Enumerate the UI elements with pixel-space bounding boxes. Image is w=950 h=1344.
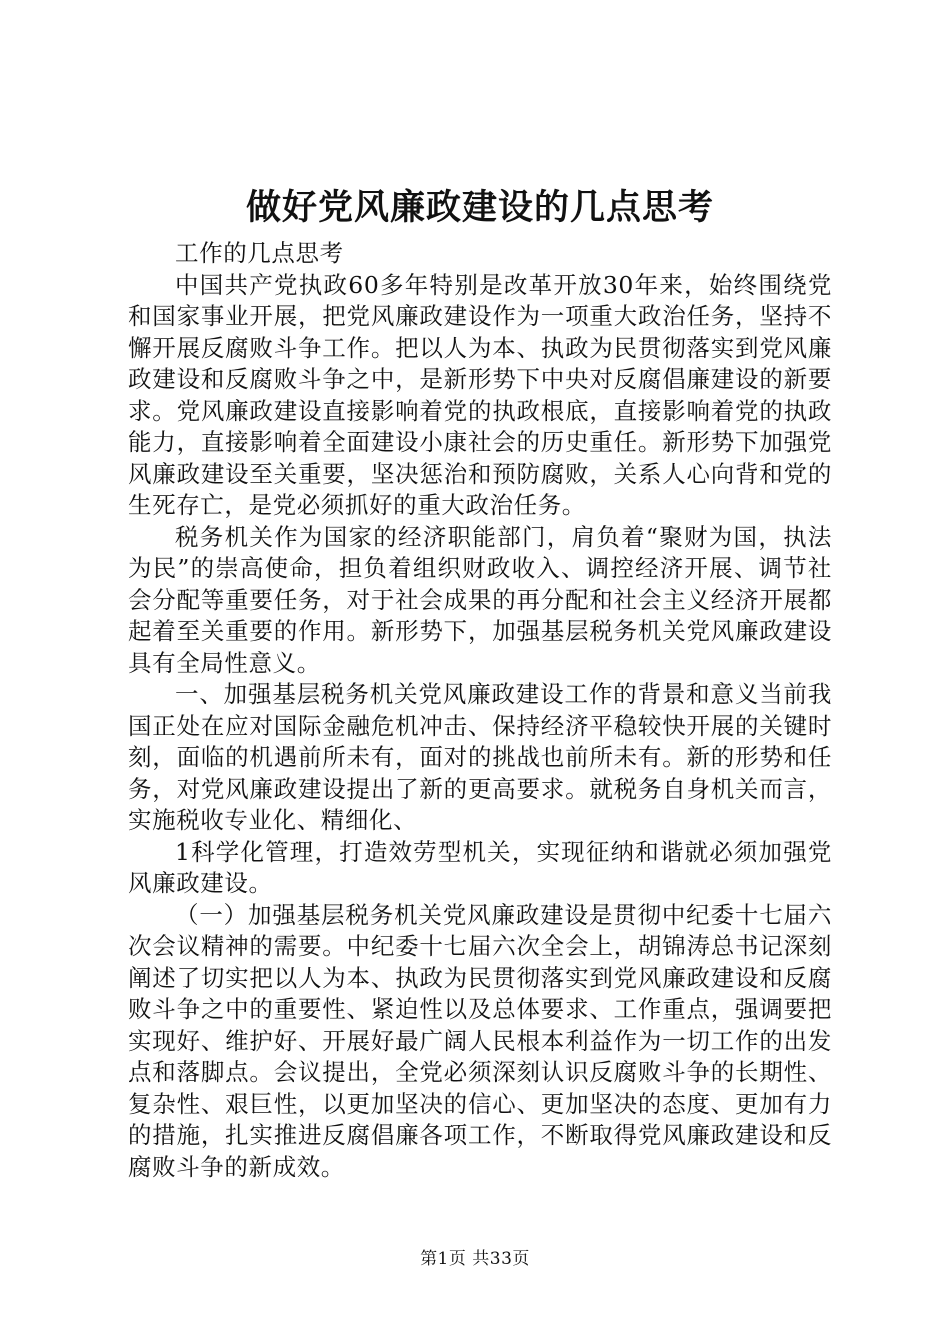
document-body xyxy=(128,238,832,1183)
page-number-footer: 第1页 共33页 xyxy=(420,1249,530,1269)
paragraph: 一、加强基层税务机关党风廉政建设工作的背景和意义当前我国正处在应对国际金融危机冲击、保持经济平稳较快开展的关键时刻，面临的机遇前所未有，面对的挑战也前所未有。新的形势和任务，对党风廉政建设提出了新的更高要求。就税务自身机关而言，实施税收专业化、精细化、 xyxy=(128,680,832,834)
paragraph: 1科学化管理，打造效劳型机关，实现征纳和谐就必须加强党风廉政建设。 xyxy=(128,837,832,897)
paragraph: 税务机关作为国家的经济职能部门，肩负着“聚财为国，执法为民”的崇高使命，担负着组织财政收入、调控经济开展、调节社会分配等重要任务，对于社会成果的再分配和社会主义经济开展都起着至关重要的作用。新形势下，加强基层税务机关党风廉政建设具有全局性意义。 xyxy=(128,522,832,677)
paragraph: （一）加强基层税务机关党风廉政建设是贯彻中纪委十七届六次会议精神的需要。中纪委十七届六次全会上，胡锦涛总书记深刻阐述了切实把以人为本、执政为民贯彻落实到党风廉政建设和反腐败斗争之中的重要性、紧迫性以及总体要求、工作重点，强调要把实现好、维护好、开展好最广阔人民根本利益作为一切工作的出发点和落脚点。会议提出，全党必须深刻认识反腐败斗争的长期性、复杂性、艰巨性，以更加坚决的信心、更加坚决的态度、更加有力的措施，扎实推进反腐倡廉各项工作，不断取得党风廉政建设和反腐败斗争的新成效。 xyxy=(128,900,832,1181)
document-title: 做好党风廉政建设的几点思考 xyxy=(245,187,714,228)
paragraph: 中国共产党执政60多年特别是改革开放30年来，始终围绕党和国家事业开展，把党风廉政建设作为一项重大政治任务，坚持不懈开展反腐败斗争工作。把以人为本、执政为民贯彻落实到党风廉政建设和反腐败斗争之中，是新形势下中央对反腐倡廉建设的新要求。党风廉政建设直接影响着党的执政根底，直接影响着党的执政能力，直接影响着全面建设小康社会的历史重任。新形势下加强党风廉政建设至关重要，坚决惩治和预防腐败，关系人心向背和党的生死存亡，是党必须抓好的重大政治任务。 xyxy=(128,270,832,519)
paragraph: 工作的几点思考 xyxy=(175,239,344,267)
